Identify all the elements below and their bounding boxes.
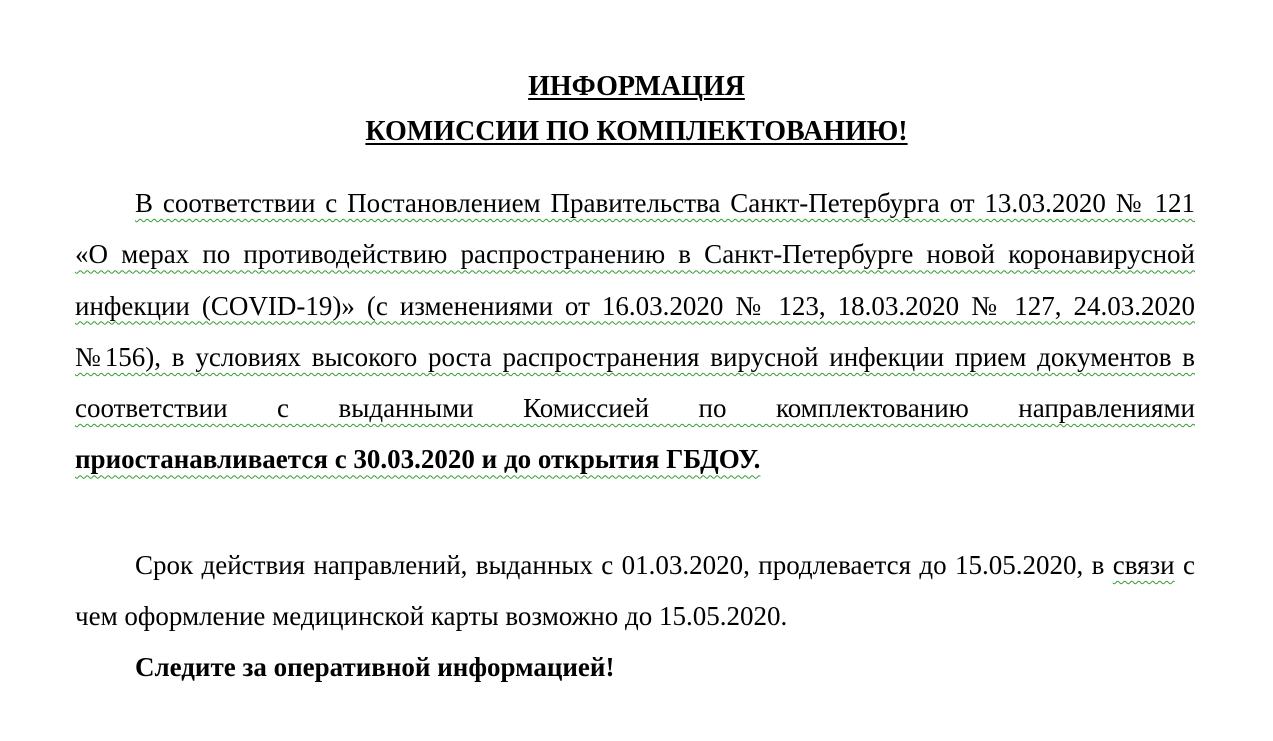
paragraph-main-regular: В соответствии с Постановлением Правительства Санкт-Петербурга от 13.03.2020 № 121 «О мерах по противодействию распространению в Санкт-Петербурге новой коронавирусной инфекции (COVID-19)» (с изменениями от 16.03.2020 № 123, 18.03.2020 № 127, 24.03.2020 №156), в условиях высокого роста распространения вирусной инфекции прием документов в соответствии с выданными Комиссией по комплектованию направлениями — [75, 188, 1195, 424]
paragraph-main — [75, 178, 1195, 486]
document-title-line2: КОМИССИИ ПО КОМПЛЕКТОВАНИЮ! — [365, 116, 908, 147]
paragraph-validity-underlined-word: связи — [1112, 550, 1175, 580]
paragraph-closing-bold: Следите за оперативной информацией! — [135, 652, 615, 682]
paragraph-closing — [75, 642, 1195, 693]
paragraph-validity-part2: с чем оформление медицинской карты возможно до 15.05.2020. — [75, 550, 1195, 632]
paragraph-validity — [75, 540, 1195, 643]
document-title-line1: ИНФОРМАЦИЯ — [528, 71, 745, 102]
paragraph-validity-part1: Срок действия направлений, выданных с 01.03.2020, продлевается до 15.05.2020, в — [135, 550, 1113, 580]
paragraph-main-bold: приостанавливается с 30.03.2020 и до открытия ГБДОУ. — [75, 444, 761, 475]
